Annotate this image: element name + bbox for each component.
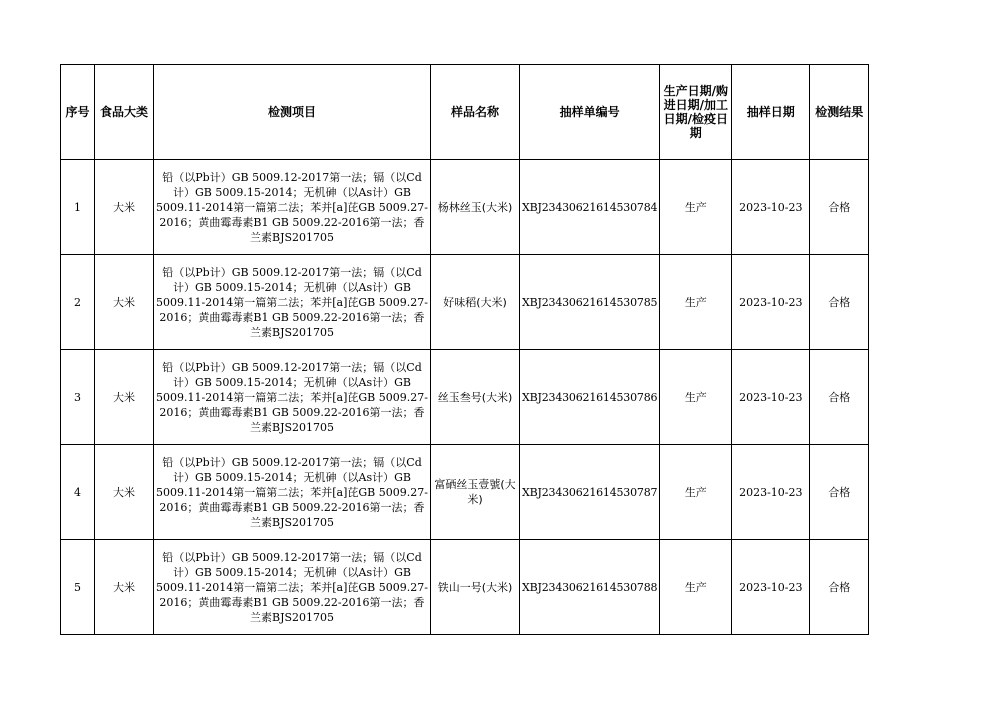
table-row (61, 160, 869, 255)
table-row (61, 445, 869, 540)
cell-items: 铅（以Pb计）GB 5009.12-2017第一法；镉（以Cd计）GB 5009.15-2014；无机砷（以As计）GB 5009.11-2014第一篇第二法；苯并[a]芘GB 5009.27-2016；黄曲霉毒素B1 GB 5009.22-2016第一法；香兰素BJS201705 (154, 160, 431, 255)
cell-category: 大米 (95, 255, 154, 350)
cell-sample-code: XBJ23430621614530784 (520, 160, 660, 255)
header-result: 检测结果 (810, 65, 869, 160)
cell-category: 大米 (95, 160, 154, 255)
header-items: 检测项目 (154, 65, 431, 160)
cell-result: 合格 (810, 445, 869, 540)
cell-date-type: 生产 (660, 255, 732, 350)
cell-sample-date: 2023-10-23 (732, 160, 810, 255)
cell-no: 1 (61, 160, 95, 255)
table-row (61, 540, 869, 635)
header-sample-date: 抽样日期 (732, 65, 810, 160)
cell-sample-code: XBJ23430621614530785 (520, 255, 660, 350)
cell-sample-name: 铁山一号(大米) (431, 540, 520, 635)
cell-sample-code: XBJ23430621614530786 (520, 350, 660, 445)
cell-date-type: 生产 (660, 350, 732, 445)
cell-result: 合格 (810, 160, 869, 255)
cell-sample-date: 2023-10-23 (732, 540, 810, 635)
cell-category: 大米 (95, 350, 154, 445)
cell-result: 合格 (810, 540, 869, 635)
header-sample-code: 抽样单编号 (520, 65, 660, 160)
cell-no: 4 (61, 445, 95, 540)
cell-sample-name: 丝玉叁号(大米) (431, 350, 520, 445)
cell-sample-name: 杨林丝玉(大米) (431, 160, 520, 255)
header-sample-name: 样品名称 (431, 65, 520, 160)
cell-sample-code: XBJ23430621614530788 (520, 540, 660, 635)
cell-date-type: 生产 (660, 160, 732, 255)
cell-category: 大米 (95, 445, 154, 540)
cell-sample-date: 2023-10-23 (732, 255, 810, 350)
table-row (61, 350, 869, 445)
cell-sample-name: 富硒丝玉壹號(大米) (431, 445, 520, 540)
cell-no: 2 (61, 255, 95, 350)
cell-sample-code: XBJ23430621614530787 (520, 445, 660, 540)
table-row (61, 255, 869, 350)
cell-no: 3 (61, 350, 95, 445)
cell-items: 铅（以Pb计）GB 5009.12-2017第一法；镉（以Cd计）GB 5009.15-2014；无机砷（以As计）GB 5009.11-2014第一篇第二法；苯并[a]芘GB 5009.27-2016；黄曲霉毒素B1 GB 5009.22-2016第一法；香兰素BJS201705 (154, 255, 431, 350)
cell-date-type: 生产 (660, 445, 732, 540)
header-row (61, 65, 869, 160)
cell-category: 大米 (95, 540, 154, 635)
cell-result: 合格 (810, 255, 869, 350)
cell-items: 铅（以Pb计）GB 5009.12-2017第一法；镉（以Cd计）GB 5009.15-2014；无机砷（以As计）GB 5009.11-2014第一篇第二法；苯并[a]芘GB 5009.27-2016；黄曲霉毒素B1 GB 5009.22-2016第一法；香兰素BJS201705 (154, 350, 431, 445)
cell-sample-name: 好味稻(大米) (431, 255, 520, 350)
cell-date-type: 生产 (660, 540, 732, 635)
cell-result: 合格 (810, 350, 869, 445)
cell-no: 5 (61, 540, 95, 635)
header-category: 食品大类 (95, 65, 154, 160)
cell-sample-date: 2023-10-23 (732, 445, 810, 540)
cell-items: 铅（以Pb计）GB 5009.12-2017第一法；镉（以Cd计）GB 5009.15-2014；无机砷（以As计）GB 5009.11-2014第一篇第二法；苯并[a]芘GB 5009.27-2016；黄曲霉毒素B1 GB 5009.22-2016第一法；香兰素BJS201705 (154, 540, 431, 635)
cell-sample-date: 2023-10-23 (732, 350, 810, 445)
header-date-type: 生产日期/购进日期/加工日期/检疫日期 (660, 65, 732, 160)
inspection-table (60, 64, 869, 635)
cell-items: 铅（以Pb计）GB 5009.12-2017第一法；镉（以Cd计）GB 5009.15-2014；无机砷（以As计）GB 5009.11-2014第一篇第二法；苯并[a]芘GB 5009.27-2016；黄曲霉毒素B1 GB 5009.22-2016第一法；香兰素BJS201705 (154, 445, 431, 540)
header-no: 序号 (61, 65, 95, 160)
